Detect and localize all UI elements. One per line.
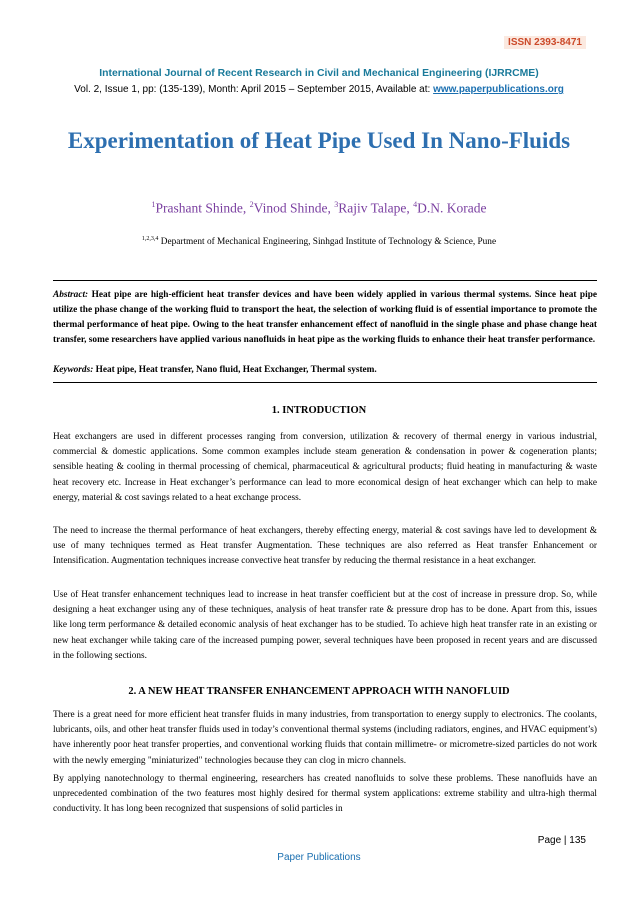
keywords (53, 363, 597, 377)
abstract-label: Abstract: (53, 290, 89, 300)
publisher-footer: Paper Publications (277, 852, 361, 863)
paragraph: Use of Heat transfer enhancement techniques lead to increase in heat transfer coefficient but at the cost of increase in pressure drop. So, while designing a heat exchanger using any of these techniques, analysis of heat transfer rate & pressure drop has to be done. Apart from this, issues like long term performance & detailed economic analysis of heat exchanger has to be studied. To achieve high heat transfer rate in an existing or new heat exchanger while taking care of the increased pumping power, several techniques have been proposed in recent years and are discussed in the following sections. (53, 590, 597, 661)
affiliation-text: Department of Mechanical Engineering, Sinhgad Institute of Technology & Science, Pune (158, 237, 497, 248)
divider-top (53, 280, 597, 281)
author-name: Rajiv Talape, (338, 200, 414, 216)
author-name: Prashant Shinde, (155, 200, 250, 216)
paragraph: Heat exchangers are used in different processes ranging from conversion, utilization & recovery of thermal energy in various industrial, commercial & domestic applications. Some common examples include steam generation & condensation in power & cogeneration plants; sensible heating & cooling in thermal processing of chemical, pharmaceutical & agricultural products; fluid heating in manufacturing & waste heat recovery etc. Increase in Heat exchanger’s performance can lead to more economical design of heat exchanger which can help to make energy, material & cost savings related to a heat exchange process. (53, 432, 597, 503)
affiliation-sup: 1,2,3,4 (141, 236, 159, 242)
author-name: D.N. Korade (417, 200, 487, 216)
author-name: Vinod Shinde, (253, 200, 335, 216)
author-sup: 1 (151, 200, 156, 209)
journal-name: International Journal of Recent Research in Civil and Mechanical Engineering (IJRRCME) (99, 68, 539, 79)
issn-badge: ISSN 2393-8471 (504, 36, 586, 49)
keywords-text: Heat pipe, Heat transfer, Nano fluid, Heat Exchanger, Thermal system. (93, 365, 377, 375)
journal-details-text: Vol. 2, Issue 1, pp: (135-139), Month: April 2015 – September 2015, Available at: (74, 84, 434, 95)
author-list (0, 200, 638, 217)
journal-details (0, 84, 638, 95)
affiliation (0, 236, 638, 247)
divider-bottom (53, 382, 597, 383)
abstract (53, 288, 597, 348)
author-sup: 3 (334, 200, 339, 209)
paragraph: By applying nanotechnology to thermal engineering, researchers has created nanofluids to solve these problems. These nanofluids have an unprecedented combination of the two features most highly desired for thermal system applications: extreme stability and ultra-high thermal conductivity. It has long been recognized that suspensions of solid particles in (53, 774, 597, 815)
page-number: Page | 135 (537, 835, 586, 846)
keywords-label: Keywords: (53, 365, 94, 375)
paragraph: There is a great need for more efficient heat transfer fluids in many industries, from transportation to energy supply to electronics. The coolants, lubricants, oils, and other heat transfer fluids used in today’s conventional thermal systems (including radiators, engines, and HVAC equipment’s) have inherently poor heat transfer properties, and conventional working fluids that contain millimetre- or micrometre-sized particles do not work with the newly emerging "miniaturized" technologies because they can clog in micro channels. (53, 710, 597, 766)
section-heading-nanofluid: 2. A NEW HEAT TRANSFER ENHANCEMENT APPROACH WITH NANOFLUID (128, 686, 510, 697)
abstract-text: Heat pipe are high-efficient heat transfer devices and have been widely applied in various thermal systems. Since heat pipe utilize the phase change of the working fluid to transport the heat, the selection of working fluid is of essential importance to promote the thermal performance of heat pipe. Owing to the heat transfer enhancement effect of nanofluid in the single phase and phase change heat transfer, some researchers have applied various nanofluids in heat pipe as the working fluids to enhance their heat transfer performance. (53, 290, 597, 345)
paragraph: The need to increase the thermal performance of heat exchangers, thereby effecting energy, material & cost savings have led to development & use of many techniques termed as Heat transfer Augmentation. These techniques are also referred as Heat transfer Enhancement or Intensification. Augmentation techniques increase convective heat transfer by reducing the thermal resistance in a heat exchanger. (53, 526, 597, 567)
author-sup: 4 (413, 200, 418, 209)
journal-url-link[interactable]: www.paperpublications.org (433, 84, 564, 95)
paper-title: Experimentation of Heat Pipe Used In Nano-Fluids (67, 128, 571, 153)
section-heading-introduction: 1. INTRODUCTION (271, 405, 367, 416)
author-sup: 2 (249, 200, 254, 209)
